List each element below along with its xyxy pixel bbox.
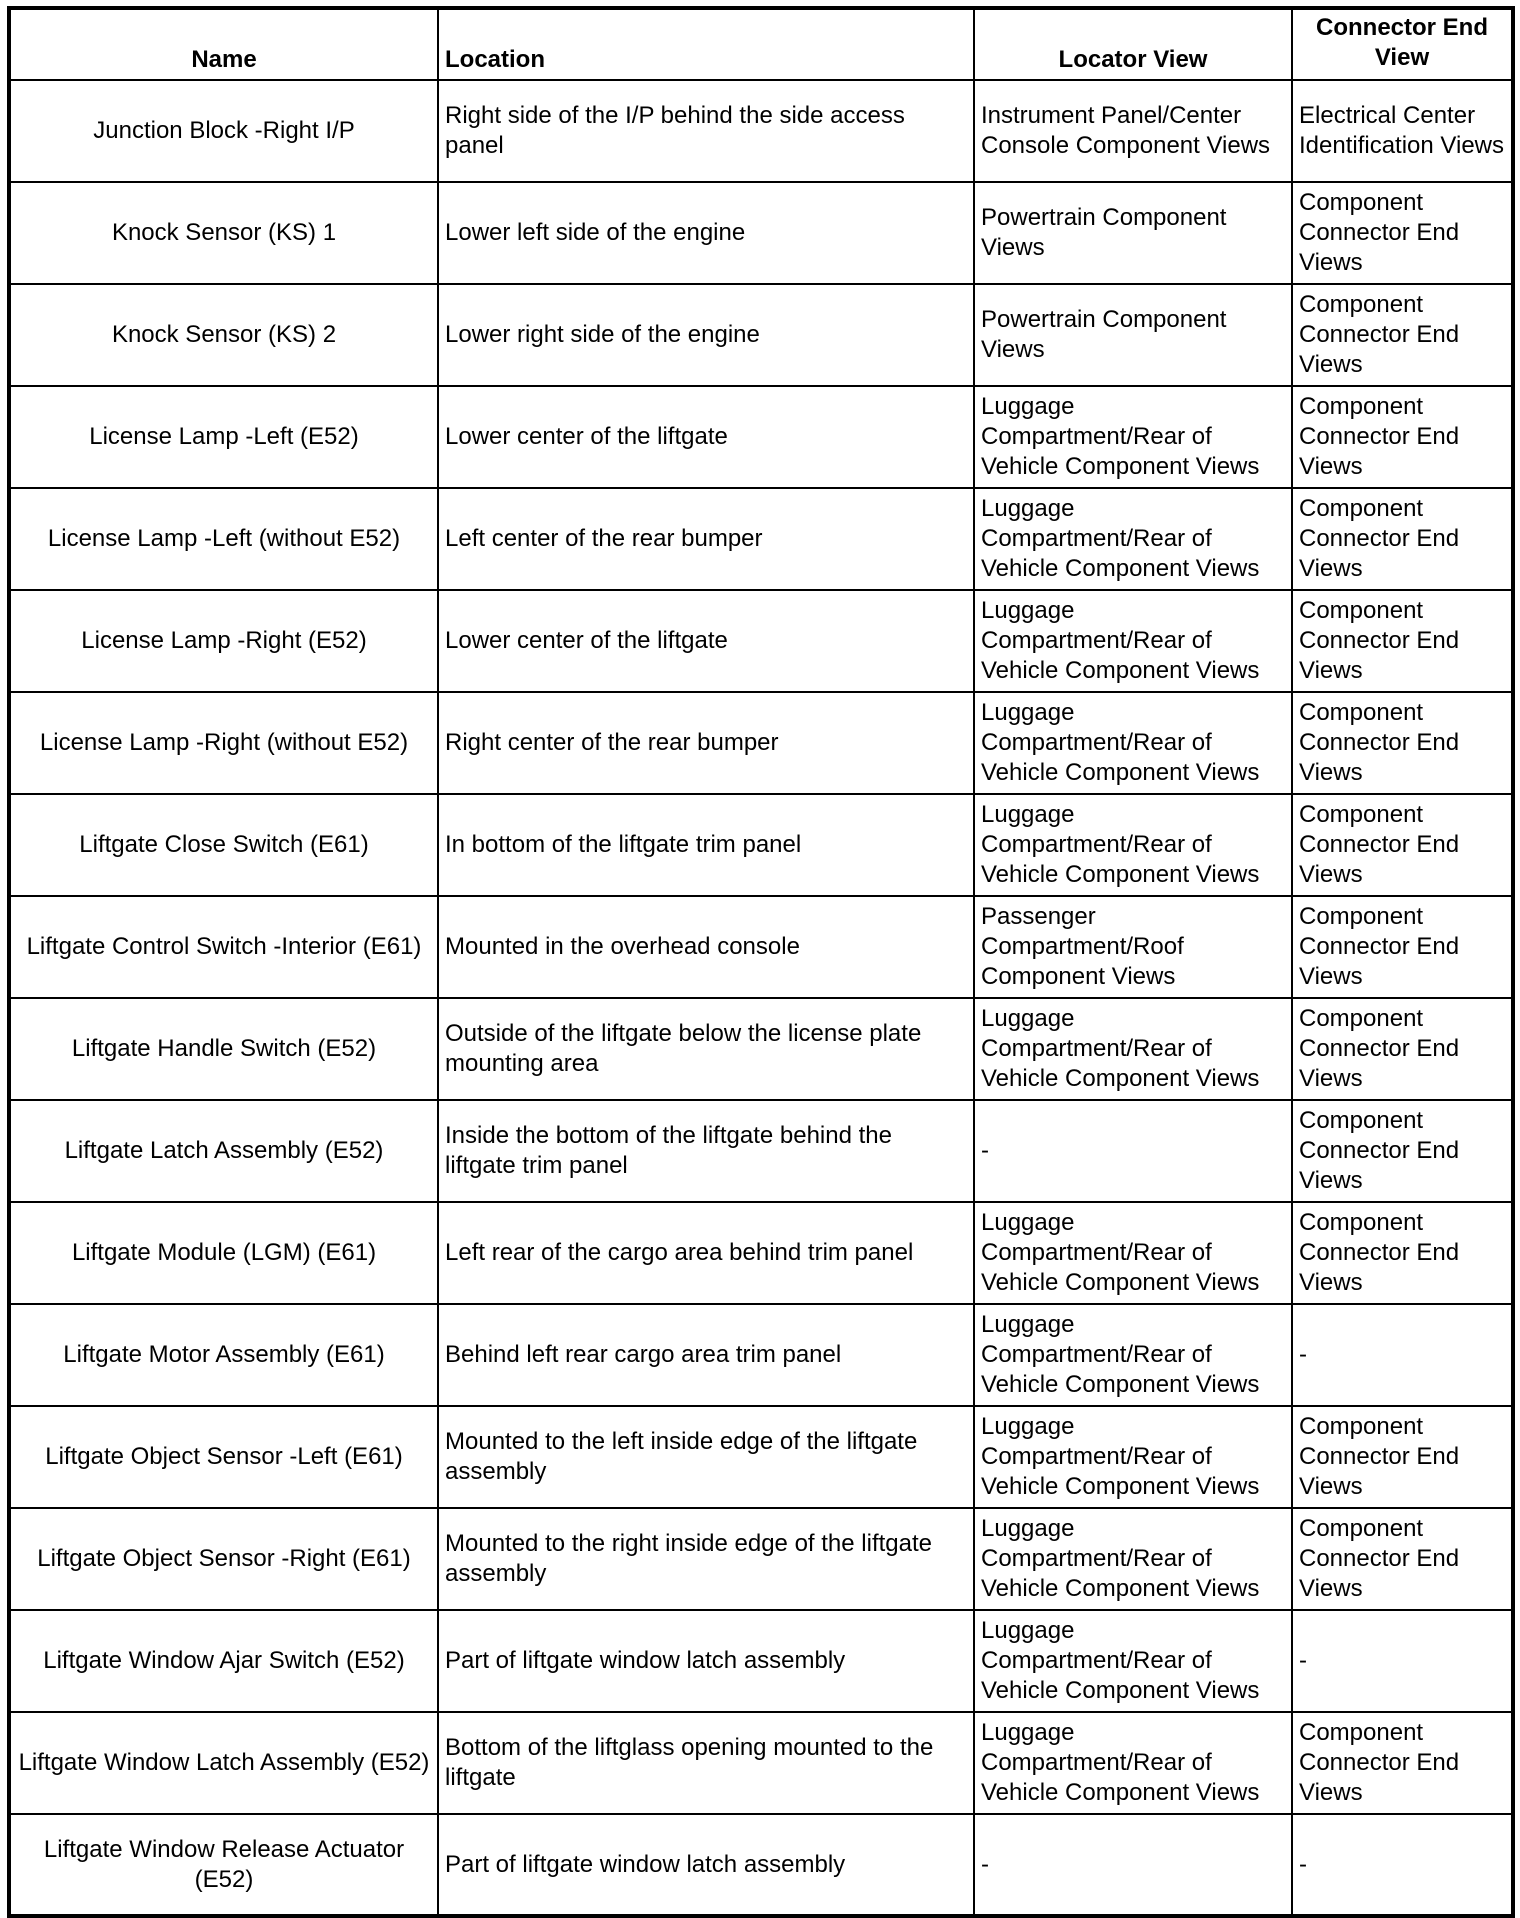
cell-location: Right center of the rear bumper xyxy=(438,692,974,794)
cell-name: Liftgate Object Sensor -Left (E61) xyxy=(9,1406,438,1508)
header-row xyxy=(9,8,1513,80)
table-row xyxy=(9,182,1513,284)
cell-location: Lower left side of the engine xyxy=(438,182,974,284)
table-row xyxy=(9,284,1513,386)
cell-location: Left rear of the cargo area behind trim panel xyxy=(438,1202,974,1304)
table-row xyxy=(9,1508,1513,1610)
cell-location: Inside the bottom of the liftgate behind the liftgate trim panel xyxy=(438,1100,974,1202)
cell-name: Liftgate Window Release Actuator (E52) xyxy=(9,1814,438,1916)
cell-name: Knock Sensor (KS) 1 xyxy=(9,182,438,284)
cell-locator-view: Luggage Compartment/Rear of Vehicle Component Views xyxy=(974,794,1292,896)
cell-name: Liftgate Latch Assembly (E52) xyxy=(9,1100,438,1202)
cell-connector-end-view: Component Connector End Views xyxy=(1292,1406,1513,1508)
cell-location: Lower center of the liftgate xyxy=(438,386,974,488)
header-name: Name xyxy=(9,8,438,80)
cell-locator-view: Luggage Compartment/Rear of Vehicle Component Views xyxy=(974,1610,1292,1712)
cell-location: Mounted to the right inside edge of the liftgate assembly xyxy=(438,1508,974,1610)
cell-connector-end-view: Component Connector End Views xyxy=(1292,1202,1513,1304)
cell-location: Mounted in the overhead console xyxy=(438,896,974,998)
cell-connector-end-view: - xyxy=(1292,1610,1513,1712)
cell-locator-view: Luggage Compartment/Rear of Vehicle Component Views xyxy=(974,488,1292,590)
table-row xyxy=(9,386,1513,488)
cell-location: Outside of the liftgate below the license plate mounting area xyxy=(438,998,974,1100)
table-row xyxy=(9,80,1513,182)
cell-name: Liftgate Window Ajar Switch (E52) xyxy=(9,1610,438,1712)
cell-connector-end-view: Component Connector End Views xyxy=(1292,692,1513,794)
cell-locator-view: Luggage Compartment/Rear of Vehicle Component Views xyxy=(974,386,1292,488)
table-row xyxy=(9,1100,1513,1202)
header-connector-end-view: Connector End View xyxy=(1292,8,1513,80)
cell-locator-view: Luggage Compartment/Rear of Vehicle Component Views xyxy=(974,1304,1292,1406)
cell-locator-view: Instrument Panel/Center Console Component Views xyxy=(974,80,1292,182)
cell-name: Knock Sensor (KS) 2 xyxy=(9,284,438,386)
cell-connector-end-view: - xyxy=(1292,1814,1513,1916)
cell-connector-end-view: Electrical Center Identification Views xyxy=(1292,80,1513,182)
cell-location: Right side of the I/P behind the side access panel xyxy=(438,80,974,182)
table-row xyxy=(9,1406,1513,1508)
header-location: Location xyxy=(438,8,974,80)
cell-connector-end-view: Component Connector End Views xyxy=(1292,896,1513,998)
cell-locator-view: Luggage Compartment/Rear of Vehicle Component Views xyxy=(974,1406,1292,1508)
cell-name: Junction Block -Right I/P xyxy=(9,80,438,182)
cell-name: Liftgate Object Sensor -Right (E61) xyxy=(9,1508,438,1610)
cell-locator-view: Luggage Compartment/Rear of Vehicle Component Views xyxy=(974,692,1292,794)
cell-locator-view: Powertrain Component Views xyxy=(974,182,1292,284)
cell-connector-end-view: Component Connector End Views xyxy=(1292,488,1513,590)
cell-connector-end-view: Component Connector End Views xyxy=(1292,590,1513,692)
cell-connector-end-view: Component Connector End Views xyxy=(1292,1712,1513,1814)
cell-locator-view: - xyxy=(974,1100,1292,1202)
cell-name: License Lamp -Left (without E52) xyxy=(9,488,438,590)
cell-location: Bottom of the liftglass opening mounted to the liftgate xyxy=(438,1712,974,1814)
cell-name: Liftgate Control Switch -Interior (E61) xyxy=(9,896,438,998)
cell-location: In bottom of the liftgate trim panel xyxy=(438,794,974,896)
table-row xyxy=(9,998,1513,1100)
cell-location: Lower right side of the engine xyxy=(438,284,974,386)
cell-name: Liftgate Motor Assembly (E61) xyxy=(9,1304,438,1406)
cell-name: License Lamp -Right (E52) xyxy=(9,590,438,692)
table-body xyxy=(9,80,1513,1916)
table-row xyxy=(9,1814,1513,1916)
cell-locator-view: Passenger Compartment/Roof Component Views xyxy=(974,896,1292,998)
table-row xyxy=(9,1202,1513,1304)
cell-location: Part of liftgate window latch assembly xyxy=(438,1814,974,1916)
table-row xyxy=(9,488,1513,590)
cell-location: Left center of the rear bumper xyxy=(438,488,974,590)
cell-name: Liftgate Close Switch (E61) xyxy=(9,794,438,896)
table-row xyxy=(9,1610,1513,1712)
cell-connector-end-view: Component Connector End Views xyxy=(1292,1100,1513,1202)
header-locator-view: Locator View xyxy=(974,8,1292,80)
table-row xyxy=(9,896,1513,998)
cell-name: Liftgate Handle Switch (E52) xyxy=(9,998,438,1100)
cell-locator-view: Luggage Compartment/Rear of Vehicle Component Views xyxy=(974,1508,1292,1610)
table-row xyxy=(9,1712,1513,1814)
cell-location: Mounted to the left inside edge of the liftgate assembly xyxy=(438,1406,974,1508)
cell-connector-end-view: Component Connector End Views xyxy=(1292,182,1513,284)
table-row xyxy=(9,794,1513,896)
table-row xyxy=(9,1304,1513,1406)
cell-location: Behind left rear cargo area trim panel xyxy=(438,1304,974,1406)
cell-locator-view: Luggage Compartment/Rear of Vehicle Component Views xyxy=(974,998,1292,1100)
cell-locator-view: Luggage Compartment/Rear of Vehicle Component Views xyxy=(974,1712,1292,1814)
cell-locator-view: - xyxy=(974,1814,1292,1916)
component-locator-table-container xyxy=(7,6,1515,1918)
cell-location: Part of liftgate window latch assembly xyxy=(438,1610,974,1712)
cell-connector-end-view: - xyxy=(1292,1304,1513,1406)
table-row xyxy=(9,692,1513,794)
cell-connector-end-view: Component Connector End Views xyxy=(1292,386,1513,488)
cell-locator-view: Powertrain Component Views xyxy=(974,284,1292,386)
cell-locator-view: Luggage Compartment/Rear of Vehicle Component Views xyxy=(974,590,1292,692)
component-locator-table xyxy=(7,6,1515,1918)
cell-name: Liftgate Module (LGM) (E61) xyxy=(9,1202,438,1304)
cell-name: License Lamp -Left (E52) xyxy=(9,386,438,488)
cell-connector-end-view: Component Connector End Views xyxy=(1292,998,1513,1100)
cell-connector-end-view: Component Connector End Views xyxy=(1292,1508,1513,1610)
table-row xyxy=(9,590,1513,692)
cell-connector-end-view: Component Connector End Views xyxy=(1292,284,1513,386)
cell-locator-view: Luggage Compartment/Rear of Vehicle Component Views xyxy=(974,1202,1292,1304)
cell-location: Lower center of the liftgate xyxy=(438,590,974,692)
cell-connector-end-view: Component Connector End Views xyxy=(1292,794,1513,896)
cell-name: License Lamp -Right (without E52) xyxy=(9,692,438,794)
cell-name: Liftgate Window Latch Assembly (E52) xyxy=(9,1712,438,1814)
